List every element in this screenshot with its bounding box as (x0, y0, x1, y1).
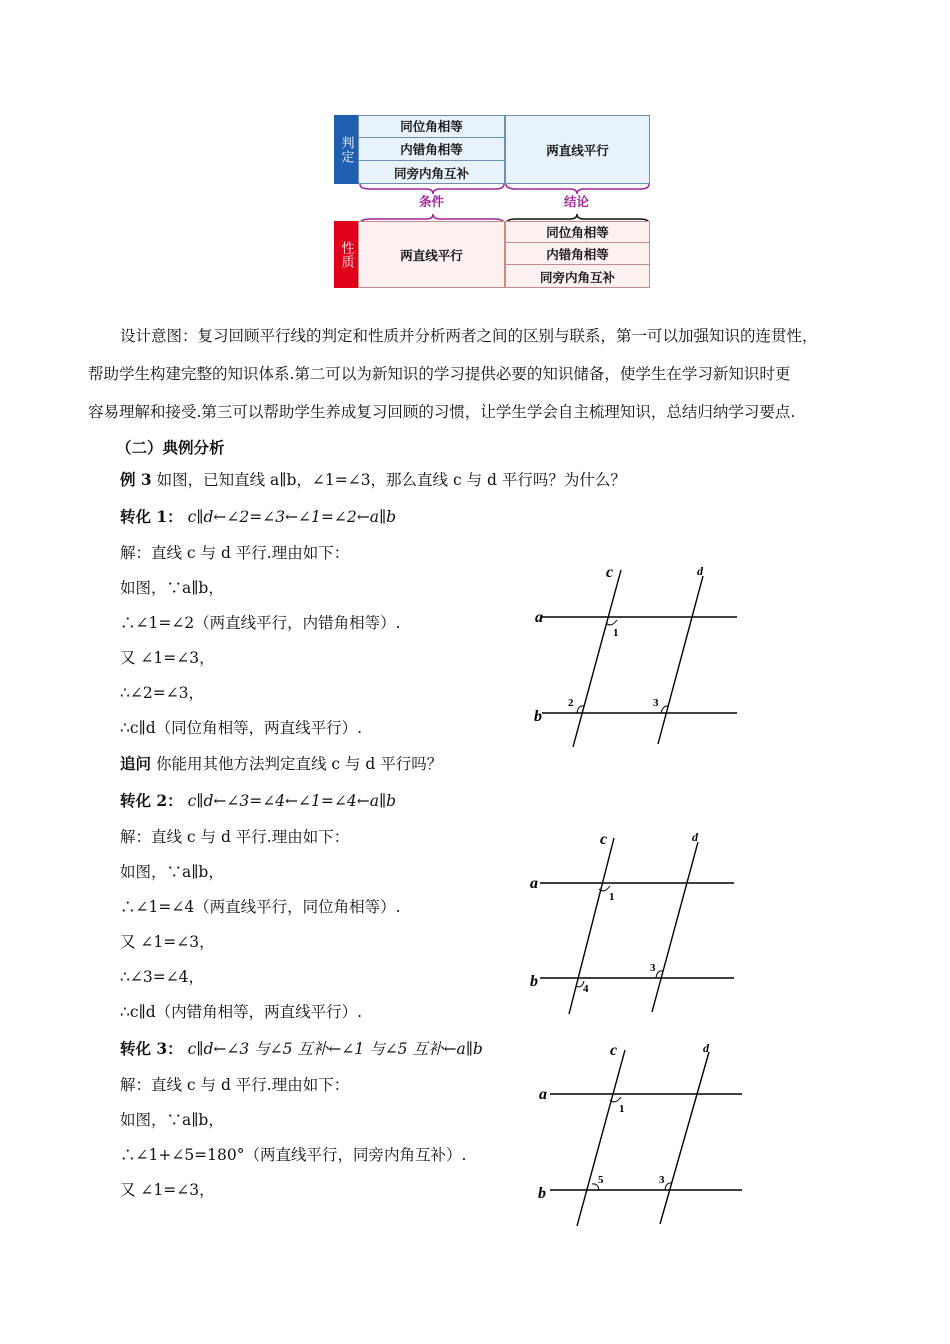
example-text: 如图，已知直线 a∥b，∠1=∠3，那么直线 c 与 d 平行吗？为什么？ (156, 471, 626, 489)
method3-line-2: 如图，∵a∥b， (120, 1111, 224, 1129)
method1-header (120, 506, 396, 528)
table-side-judgement (334, 115, 358, 184)
fig3-line-d (660, 1052, 709, 1224)
method1-label: 转化 1： (120, 507, 183, 526)
table-top-condition-3: 同旁内角互补 (393, 165, 469, 181)
fig2-angle-3: 3 (650, 962, 656, 974)
fig3-label-a: a (539, 1086, 547, 1103)
figure-3 (532, 1036, 747, 1232)
fig2-line-c (569, 838, 614, 1014)
followup (120, 753, 442, 775)
fig2-angle-4: 4 (583, 983, 589, 995)
design-intent-line-2: 帮助学生构建完整的知识体系.第二可以为新知识的学习提供必要的知识储备，使学生在学习新知识时更 (88, 365, 791, 383)
table-top-condition-1: 同位角相等 (358, 115, 505, 138)
fig3-angle-1: 1 (619, 1103, 625, 1115)
fig1-line-c (573, 570, 621, 747)
figure-1 (530, 562, 745, 752)
brace-label-conclusion: 结论 (564, 194, 590, 209)
method1-line-5: ∴∠2=∠3， (120, 684, 205, 702)
fig2-label-a: a (530, 875, 538, 892)
table-top-condition-2: 内错角相等 (358, 138, 505, 161)
method2-line-5: ∴∠3=∠4， (120, 968, 205, 986)
method1-line-4: 又 ∠1=∠3， (120, 649, 215, 667)
method1-line-3: ∴∠1=∠2（两直线平行，内错角相等）. (120, 614, 401, 632)
method2-line-2: 如图，∵a∥b， (120, 863, 224, 881)
section-title: （二）典例分析 (116, 438, 225, 457)
brace-label-condition: 条件 (419, 194, 445, 209)
fig3-angle-5: 5 (598, 1174, 604, 1186)
fig1-line-d (658, 576, 703, 744)
method2-line-3: ∴∠1=∠4（两直线平行，同位角相等）. (120, 898, 401, 916)
fig2-label-d: d (692, 830, 698, 844)
table-side-property-label: 性质 (338, 240, 354, 269)
example-3 (120, 469, 626, 491)
followup-label: 追问 (120, 754, 152, 773)
fig1-label-b: b (534, 708, 542, 725)
fig1-label-a: a (535, 609, 543, 626)
figure-2 (526, 826, 741, 1020)
table-bottom-result-1: 同位角相等 (505, 221, 650, 243)
method1-line-6: ∴c∥d（同位角相等，两直线平行）. (120, 719, 363, 737)
method2-header (120, 790, 396, 812)
fig1-angle-1: 1 (613, 627, 619, 639)
fig2-label-b: b (530, 973, 538, 990)
table-bottom-result-3: 同旁内角互补 (539, 269, 615, 285)
method1-line-2: 如图，∵a∥b， (120, 579, 224, 597)
table-bottom-condition: 两直线平行 (400, 247, 463, 263)
method3-header (120, 1038, 483, 1060)
fig2-line-d (652, 842, 698, 1012)
fig3-label-c: c (610, 1042, 618, 1059)
fig1-label-c: c (606, 564, 614, 581)
fig3-line-c (577, 1050, 625, 1226)
example-label: 例 3 (120, 470, 152, 489)
method1-chain: c∥d←∠2=∠3←∠1=∠2←a∥b (187, 508, 397, 526)
method1-line-1: 解：直线 c 与 d 平行.理由如下： (120, 544, 350, 562)
fig3-label-d: d (703, 1041, 709, 1055)
fig1-angle-2: 2 (568, 697, 574, 709)
design-intent-line-1: 设计意图：复习回顾平行线的判定和性质并分析两者之间的区别与联系，第一可以加强知识的连贯性， (120, 327, 818, 345)
table-bottom-result-2: 内错角相等 (505, 243, 650, 265)
method3-label: 转化 3： (120, 1039, 183, 1058)
table-side-judgement-label: 判定 (338, 135, 354, 164)
fig2-label-c: c (600, 831, 608, 848)
method3-line-4: 又 ∠1=∠3， (120, 1181, 215, 1199)
method2-line-6: ∴c∥d（内错角相等，两直线平行）. (120, 1003, 363, 1021)
method2-chain: c∥d←∠3=∠4←∠1=∠4←a∥b (187, 792, 397, 810)
table-top-result: 两直线平行 (546, 142, 609, 158)
method2-line-4: 又 ∠1=∠3， (120, 933, 215, 951)
table-side-property (334, 221, 358, 288)
fig3-angle-3: 3 (659, 1174, 665, 1186)
followup-text: 你能用其他方法判定直线 c 与 d 平行吗？ (155, 755, 443, 773)
fig3-label-b: b (538, 1185, 546, 1202)
fig1-angle-3: 3 (653, 697, 659, 709)
method3-line-3: ∴∠1+∠5=180°（两直线平行，同旁内角互补）. (120, 1146, 467, 1164)
design-intent-line-3: 容易理解和接受.第三可以帮助学生养成复习回顾的习惯，让学生学会自主梳理知识，总结归纳学习要点. (88, 403, 796, 421)
method3-line-1: 解：直线 c 与 d 平行.理由如下： (120, 1076, 350, 1094)
fig1-label-d: d (697, 564, 703, 578)
method3-chain: c∥d←∠3 与∠5 互补←∠1 与∠5 互补←a∥b (187, 1040, 483, 1058)
method2-line-1: 解：直线 c 与 d 平行.理由如下： (120, 828, 350, 846)
method2-label: 转化 2： (120, 791, 183, 810)
fig2-angle-1: 1 (609, 891, 615, 903)
